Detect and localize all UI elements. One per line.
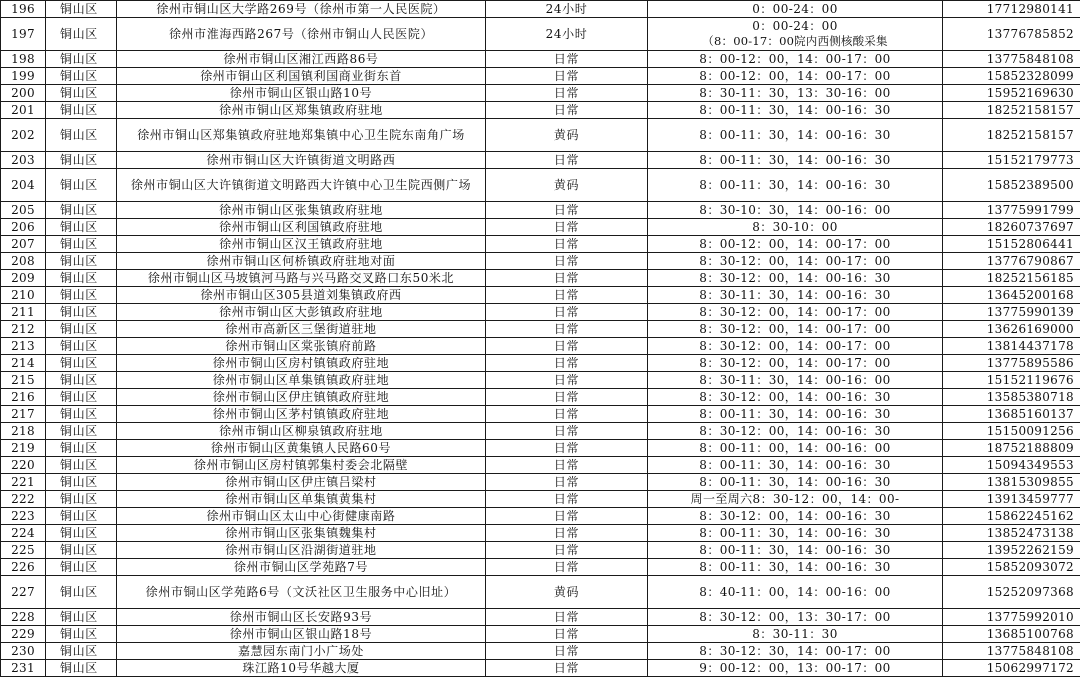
row-number-cell: 204 bbox=[1, 169, 46, 202]
district-cell: 铜山区 bbox=[46, 609, 117, 626]
table-row bbox=[1, 68, 1080, 85]
type-cell: 日常 bbox=[486, 406, 648, 423]
phone-cell: 13775991799 bbox=[943, 202, 1080, 219]
table-row bbox=[1, 219, 1080, 236]
row-number-cell: 208 bbox=[1, 253, 46, 270]
type-cell: 黄码 bbox=[486, 169, 648, 202]
address-cell: 徐州市铜山区郑集镇政府驻地郑集镇中心卫生院东南角广场 bbox=[117, 119, 486, 152]
table-row bbox=[1, 287, 1080, 304]
district-cell: 铜山区 bbox=[46, 18, 117, 51]
district-cell: 铜山区 bbox=[46, 169, 117, 202]
district-cell: 铜山区 bbox=[46, 152, 117, 169]
row-number-cell: 217 bbox=[1, 406, 46, 423]
hours-text: 0：00-24：00 bbox=[752, 1, 838, 16]
row-number-cell: 222 bbox=[1, 491, 46, 508]
address-cell: 徐州市铜山区单集镇镇政府驻地 bbox=[117, 372, 486, 389]
hours-cell bbox=[648, 457, 943, 474]
type-cell: 黄码 bbox=[486, 119, 648, 152]
district-cell: 铜山区 bbox=[46, 626, 117, 643]
address-cell: 徐州市铜山区大学路269号（徐州市第一人民医院） bbox=[117, 1, 486, 18]
address-cell: 徐州市铜山区利国镇政府驻地 bbox=[117, 219, 486, 236]
address-cell: 徐州市铜山区大彭镇政府驻地 bbox=[117, 304, 486, 321]
row-number-cell: 230 bbox=[1, 643, 46, 660]
address-cell: 徐州市高新区三堡街道驻地 bbox=[117, 321, 486, 338]
table-row bbox=[1, 525, 1080, 542]
hours-cell bbox=[648, 660, 943, 677]
district-cell: 铜山区 bbox=[46, 119, 117, 152]
type-cell: 日常 bbox=[486, 457, 648, 474]
hours-text: 8：00-11：30，14：00-16：30 bbox=[699, 525, 891, 540]
district-cell: 铜山区 bbox=[46, 202, 117, 219]
district-cell: 铜山区 bbox=[46, 85, 117, 102]
type-cell: 日常 bbox=[486, 338, 648, 355]
phone-cell: 18252158157 bbox=[943, 119, 1080, 152]
row-number-cell: 206 bbox=[1, 219, 46, 236]
table-row bbox=[1, 372, 1080, 389]
district-cell: 铜山区 bbox=[46, 102, 117, 119]
district-cell: 铜山区 bbox=[46, 525, 117, 542]
hours-cell bbox=[648, 423, 943, 440]
table-row bbox=[1, 423, 1080, 440]
district-cell: 铜山区 bbox=[46, 491, 117, 508]
phone-cell: 13775848108 bbox=[943, 51, 1080, 68]
hours-cell bbox=[648, 508, 943, 525]
table-row bbox=[1, 18, 1080, 51]
type-cell: 24小时 bbox=[486, 18, 648, 51]
hours-text: 8：30-11：30，13：30-16：00 bbox=[699, 85, 891, 100]
district-cell: 铜山区 bbox=[46, 1, 117, 18]
type-cell: 日常 bbox=[486, 440, 648, 457]
row-number-cell: 216 bbox=[1, 389, 46, 406]
row-number-cell: 220 bbox=[1, 457, 46, 474]
hours-text: 8：00-11：30，14：00-16：30 bbox=[699, 152, 891, 167]
row-number-cell: 231 bbox=[1, 660, 46, 677]
district-cell: 铜山区 bbox=[46, 508, 117, 525]
type-cell: 日常 bbox=[486, 321, 648, 338]
phone-cell: 13685100768 bbox=[943, 626, 1080, 643]
row-number-cell: 211 bbox=[1, 304, 46, 321]
phone-cell: 15150091256 bbox=[943, 423, 1080, 440]
address-cell: 徐州市铜山区太山中心街健康南路 bbox=[117, 508, 486, 525]
hours-text: 8：30-12：00，14：00-17：00 bbox=[699, 304, 891, 319]
type-cell: 24小时 bbox=[486, 1, 648, 18]
address-cell: 徐州市铜山区茅村镇镇政府驻地 bbox=[117, 406, 486, 423]
address-cell: 徐州市铜山区大许镇街道文明路西 bbox=[117, 152, 486, 169]
district-cell: 铜山区 bbox=[46, 338, 117, 355]
phone-cell: 18252158157 bbox=[943, 102, 1080, 119]
hours-text: 8：00-11：00，14：00-16：00 bbox=[699, 440, 891, 455]
type-cell: 日常 bbox=[486, 355, 648, 372]
phone-cell: 13685160137 bbox=[943, 406, 1080, 423]
type-cell: 日常 bbox=[486, 525, 648, 542]
table-row bbox=[1, 1, 1080, 18]
row-number-cell: 215 bbox=[1, 372, 46, 389]
district-cell: 铜山区 bbox=[46, 253, 117, 270]
hours-cell bbox=[648, 609, 943, 626]
hours-text: 8：30-11：30，14：00-16：00 bbox=[699, 372, 891, 387]
phone-cell: 15152806441 bbox=[943, 236, 1080, 253]
type-cell: 日常 bbox=[486, 643, 648, 660]
phone-cell: 13814437178 bbox=[943, 338, 1080, 355]
phone-cell: 13626169000 bbox=[943, 321, 1080, 338]
hours-text: 8：30-12：00，14：00-17：00 bbox=[699, 338, 891, 353]
type-cell: 日常 bbox=[486, 423, 648, 440]
district-cell: 铜山区 bbox=[46, 287, 117, 304]
district-cell: 铜山区 bbox=[46, 372, 117, 389]
phone-cell: 13952262159 bbox=[943, 542, 1080, 559]
hours-text: 8：00-11：30，14：00-16：30 bbox=[699, 406, 891, 421]
hours-text: 8：30-11：30，14：00-16：30 bbox=[699, 287, 891, 302]
phone-cell: 13776790867 bbox=[943, 253, 1080, 270]
district-cell: 铜山区 bbox=[46, 542, 117, 559]
type-cell: 日常 bbox=[486, 152, 648, 169]
hours-text: 周一至周六8：30-12：00，14：00- bbox=[690, 491, 900, 506]
table-row bbox=[1, 102, 1080, 119]
table-row bbox=[1, 609, 1080, 626]
type-cell: 日常 bbox=[486, 219, 648, 236]
address-cell: 徐州市铜山区银山路10号 bbox=[117, 85, 486, 102]
hours-cell bbox=[648, 304, 943, 321]
table-row bbox=[1, 169, 1080, 202]
hours-cell bbox=[648, 559, 943, 576]
table-row bbox=[1, 559, 1080, 576]
row-number-cell: 212 bbox=[1, 321, 46, 338]
row-number-cell: 226 bbox=[1, 559, 46, 576]
hours-text: 8：30-11：30 bbox=[752, 626, 838, 641]
hours-text: 8：30-12：00，14：00-16：30 bbox=[699, 270, 891, 285]
table-row bbox=[1, 457, 1080, 474]
hours-text: 8：30-12：30，14：00-17：00 bbox=[699, 643, 891, 658]
address-cell: 徐州市铜山区张集镇政府驻地 bbox=[117, 202, 486, 219]
phone-cell: 13776785852 bbox=[943, 18, 1080, 51]
hours-text: 8：30-12：00，13：30-17：00 bbox=[699, 609, 891, 624]
address-cell: 徐州市铜山区黄集镇人民路60号 bbox=[117, 440, 486, 457]
hours-text: 8：30-10：30，14：00-16：00 bbox=[699, 202, 891, 217]
hours-cell bbox=[648, 68, 943, 85]
hours-cell bbox=[648, 355, 943, 372]
type-cell: 日常 bbox=[486, 491, 648, 508]
hours-text: 8：00-12：00，14：00-17：00 bbox=[699, 68, 891, 83]
table-row bbox=[1, 626, 1080, 643]
district-cell: 铜山区 bbox=[46, 270, 117, 287]
type-cell: 日常 bbox=[486, 609, 648, 626]
type-cell: 日常 bbox=[486, 270, 648, 287]
row-number-cell: 218 bbox=[1, 423, 46, 440]
district-cell: 铜山区 bbox=[46, 643, 117, 660]
hours-cell bbox=[648, 219, 943, 236]
district-cell: 铜山区 bbox=[46, 389, 117, 406]
table-row bbox=[1, 51, 1080, 68]
phone-cell: 15852093072 bbox=[943, 559, 1080, 576]
phone-cell: 15062997172 bbox=[943, 660, 1080, 677]
row-number-cell: 210 bbox=[1, 287, 46, 304]
hours-cell bbox=[648, 1, 943, 18]
address-cell: 徐州市铜山区柳泉镇政府驻地 bbox=[117, 423, 486, 440]
hours-cell bbox=[648, 287, 943, 304]
hours-cell bbox=[648, 372, 943, 389]
phone-cell: 13852473138 bbox=[943, 525, 1080, 542]
phone-cell: 15252097368 bbox=[943, 576, 1080, 609]
table-row bbox=[1, 85, 1080, 102]
row-number-cell: 200 bbox=[1, 85, 46, 102]
table-row bbox=[1, 338, 1080, 355]
address-cell: 徐州市铜山区大许镇街道文明路西大许镇中心卫生院西侧广场 bbox=[117, 169, 486, 202]
hours-cell bbox=[648, 119, 943, 152]
phone-cell: 18752188809 bbox=[943, 440, 1080, 457]
district-cell: 铜山区 bbox=[46, 51, 117, 68]
row-number-cell: 214 bbox=[1, 355, 46, 372]
phone-cell: 15152119676 bbox=[943, 372, 1080, 389]
type-cell: 日常 bbox=[486, 102, 648, 119]
table-row bbox=[1, 643, 1080, 660]
address-cell: 徐州市铜山区长安路93号 bbox=[117, 609, 486, 626]
hours-text: 0：00-24：00 bbox=[752, 19, 838, 33]
hours-text: 8：00-11：30，14：00-16：30 bbox=[699, 457, 891, 472]
hours-text: 8：00-11：30，14：00-16：30 bbox=[699, 102, 891, 117]
table-row bbox=[1, 406, 1080, 423]
phone-cell: 15094349553 bbox=[943, 457, 1080, 474]
hours-cell bbox=[648, 18, 943, 51]
district-cell: 铜山区 bbox=[46, 660, 117, 677]
row-number-cell: 209 bbox=[1, 270, 46, 287]
table-row bbox=[1, 202, 1080, 219]
address-cell: 徐州市铜山区湘江西路86号 bbox=[117, 51, 486, 68]
table-row bbox=[1, 270, 1080, 287]
phone-cell: 18260737697 bbox=[943, 219, 1080, 236]
hours-text: 8：00-11：30，14：00-16：30 bbox=[699, 474, 891, 489]
hours-text: 8：40-11：00，14：00-16：00 bbox=[699, 584, 891, 599]
phone-cell: 15952169630 bbox=[943, 85, 1080, 102]
hours-text: 8：30-12：00，14：00-16：30 bbox=[699, 508, 891, 523]
address-cell: 徐州市铜山区汉王镇政府驻地 bbox=[117, 236, 486, 253]
phone-cell: 13815309855 bbox=[943, 474, 1080, 491]
district-cell: 铜山区 bbox=[46, 423, 117, 440]
hours-text: 8：30-12：00，14：00-16：30 bbox=[699, 423, 891, 438]
district-cell: 铜山区 bbox=[46, 406, 117, 423]
table-row bbox=[1, 474, 1080, 491]
phone-cell: 13775990139 bbox=[943, 304, 1080, 321]
table-row bbox=[1, 576, 1080, 609]
district-cell: 铜山区 bbox=[46, 68, 117, 85]
hours-cell bbox=[648, 474, 943, 491]
table-row bbox=[1, 542, 1080, 559]
table-body bbox=[1, 1, 1080, 677]
hours-note-text: （8：00-17：00院内西侧核酸采集 bbox=[702, 34, 888, 48]
type-cell: 日常 bbox=[486, 508, 648, 525]
hours-text: 9：00-12：00，13：00-17：00 bbox=[699, 660, 891, 675]
type-cell: 日常 bbox=[486, 660, 648, 677]
district-cell: 铜山区 bbox=[46, 304, 117, 321]
address-cell: 徐州市铜山区棠张镇府前路 bbox=[117, 338, 486, 355]
row-number-cell: 201 bbox=[1, 102, 46, 119]
address-cell: 徐州市铜山区学苑路6号（文沃社区卫生服务中心旧址） bbox=[117, 576, 486, 609]
table-row bbox=[1, 304, 1080, 321]
hours-text: 8：30-12：00，14：00-17：00 bbox=[699, 321, 891, 336]
row-number-cell: 227 bbox=[1, 576, 46, 609]
hours-cell bbox=[648, 321, 943, 338]
type-cell: 日常 bbox=[486, 304, 648, 321]
district-cell: 铜山区 bbox=[46, 236, 117, 253]
type-cell: 日常 bbox=[486, 559, 648, 576]
phone-cell: 15852389500 bbox=[943, 169, 1080, 202]
address-cell: 徐州市铜山区郑集镇政府驻地 bbox=[117, 102, 486, 119]
phone-cell: 13775848108 bbox=[943, 643, 1080, 660]
hours-text: 8：00-12：00，14：00-17：00 bbox=[699, 236, 891, 251]
row-number-cell: 198 bbox=[1, 51, 46, 68]
table-row bbox=[1, 236, 1080, 253]
phone-cell: 13775895586 bbox=[943, 355, 1080, 372]
address-cell: 徐州市铜山区伊庄镇吕梁村 bbox=[117, 474, 486, 491]
type-cell: 日常 bbox=[486, 542, 648, 559]
district-cell: 铜山区 bbox=[46, 219, 117, 236]
address-cell: 徐州市铜山区伊庄镇镇政府驻地 bbox=[117, 389, 486, 406]
hours-cell bbox=[648, 542, 943, 559]
type-cell: 日常 bbox=[486, 474, 648, 491]
address-cell: 徐州市铜山区沿湖街道驻地 bbox=[117, 542, 486, 559]
row-number-cell: 213 bbox=[1, 338, 46, 355]
type-cell: 日常 bbox=[486, 202, 648, 219]
table-row bbox=[1, 440, 1080, 457]
table-row bbox=[1, 491, 1080, 508]
row-number-cell: 197 bbox=[1, 18, 46, 51]
row-number-cell: 202 bbox=[1, 119, 46, 152]
hours-cell bbox=[648, 102, 943, 119]
hours-cell bbox=[648, 643, 943, 660]
district-cell: 铜山区 bbox=[46, 576, 117, 609]
type-cell: 日常 bbox=[486, 253, 648, 270]
row-number-cell: 199 bbox=[1, 68, 46, 85]
type-cell: 日常 bbox=[486, 287, 648, 304]
district-cell: 铜山区 bbox=[46, 321, 117, 338]
phone-cell: 13645200168 bbox=[943, 287, 1080, 304]
hours-cell bbox=[648, 169, 943, 202]
address-cell: 徐州市淮海西路267号（徐州市铜山人民医院） bbox=[117, 18, 486, 51]
type-cell: 黄码 bbox=[486, 576, 648, 609]
address-cell: 徐州市铜山区305县道刘集镇政府西 bbox=[117, 287, 486, 304]
row-number-cell: 221 bbox=[1, 474, 46, 491]
table-row bbox=[1, 508, 1080, 525]
hours-cell bbox=[648, 626, 943, 643]
hours-text: 8：30-12：00，14：00-16：30 bbox=[699, 389, 891, 404]
hours-cell bbox=[648, 85, 943, 102]
address-cell: 徐州市铜山区何桥镇政府驻地对面 bbox=[117, 253, 486, 270]
hours-cell bbox=[648, 525, 943, 542]
row-number-cell: 224 bbox=[1, 525, 46, 542]
address-cell: 徐州市铜山区张集镇魏集村 bbox=[117, 525, 486, 542]
phone-cell: 15862245162 bbox=[943, 508, 1080, 525]
table-row bbox=[1, 253, 1080, 270]
district-cell: 铜山区 bbox=[46, 457, 117, 474]
address-cell: 徐州市铜山区房村镇镇政府驻地 bbox=[117, 355, 486, 372]
district-cell: 铜山区 bbox=[46, 440, 117, 457]
row-number-cell: 207 bbox=[1, 236, 46, 253]
phone-cell: 13585380718 bbox=[943, 389, 1080, 406]
phone-cell: 17712980141 bbox=[943, 1, 1080, 18]
phone-cell: 13913459777 bbox=[943, 491, 1080, 508]
district-cell: 铜山区 bbox=[46, 355, 117, 372]
address-cell: 徐州市铜山区银山路18号 bbox=[117, 626, 486, 643]
hours-cell bbox=[648, 338, 943, 355]
address-cell: 徐州市铜山区学苑路7号 bbox=[117, 559, 486, 576]
table-row bbox=[1, 119, 1080, 152]
phone-cell: 15852328099 bbox=[943, 68, 1080, 85]
address-cell: 徐州市铜山区马坡镇河马路与兴马路交叉路口东50米北 bbox=[117, 270, 486, 287]
phone-cell: 13775992010 bbox=[943, 609, 1080, 626]
phone-cell: 18252156185 bbox=[943, 270, 1080, 287]
hours-text: 8：00-11：30，14：00-16：30 bbox=[699, 542, 891, 557]
type-cell: 日常 bbox=[486, 68, 648, 85]
row-number-cell: 228 bbox=[1, 609, 46, 626]
hours-cell bbox=[648, 406, 943, 423]
table-row bbox=[1, 355, 1080, 372]
hours-cell bbox=[648, 440, 943, 457]
type-cell: 日常 bbox=[486, 372, 648, 389]
row-number-cell: 203 bbox=[1, 152, 46, 169]
hours-text: 8：00-11：30，14：00-16：30 bbox=[699, 127, 891, 142]
row-number-cell: 196 bbox=[1, 1, 46, 18]
address-cell: 嘉慧园东南门小广场处 bbox=[117, 643, 486, 660]
hours-cell bbox=[648, 202, 943, 219]
hours-cell bbox=[648, 491, 943, 508]
hours-text: 8：30-12：00，14：00-17：00 bbox=[699, 253, 891, 268]
hours-text: 8：30-10：00 bbox=[752, 219, 838, 234]
address-cell: 徐州市铜山区利国镇利国商业街东首 bbox=[117, 68, 486, 85]
address-cell: 徐州市铜山区房村镇郭集村委会北隔壁 bbox=[117, 457, 486, 474]
table-row bbox=[1, 321, 1080, 338]
table-row bbox=[1, 660, 1080, 677]
hours-cell bbox=[648, 389, 943, 406]
type-cell: 日常 bbox=[486, 626, 648, 643]
hours-text: 8：00-12：00，14：00-17：00 bbox=[699, 51, 891, 66]
hours-cell bbox=[648, 253, 943, 270]
type-cell: 日常 bbox=[486, 389, 648, 406]
hours-cell bbox=[648, 576, 943, 609]
hours-cell bbox=[648, 152, 943, 169]
row-number-cell: 225 bbox=[1, 542, 46, 559]
row-number-cell: 219 bbox=[1, 440, 46, 457]
phone-cell: 15152179773 bbox=[943, 152, 1080, 169]
row-number-cell: 229 bbox=[1, 626, 46, 643]
address-cell: 徐州市铜山区单集镇黄集村 bbox=[117, 491, 486, 508]
hours-text: 8：00-11：30，14：00-16：30 bbox=[699, 177, 891, 192]
type-cell: 日常 bbox=[486, 51, 648, 68]
hours-cell bbox=[648, 51, 943, 68]
row-number-cell: 223 bbox=[1, 508, 46, 525]
type-cell: 日常 bbox=[486, 236, 648, 253]
table-row bbox=[1, 389, 1080, 406]
address-cell: 珠江路10号华越大厦 bbox=[117, 660, 486, 677]
hours-cell bbox=[648, 236, 943, 253]
hours-text: 8：30-12：00，14：00-17：00 bbox=[699, 355, 891, 370]
type-cell: 日常 bbox=[486, 85, 648, 102]
table-row bbox=[1, 152, 1080, 169]
district-cell: 铜山区 bbox=[46, 474, 117, 491]
district-cell: 铜山区 bbox=[46, 559, 117, 576]
hours-cell bbox=[648, 270, 943, 287]
row-number-cell: 205 bbox=[1, 202, 46, 219]
hours-text: 8：00-11：30，14：00-16：30 bbox=[699, 559, 891, 574]
